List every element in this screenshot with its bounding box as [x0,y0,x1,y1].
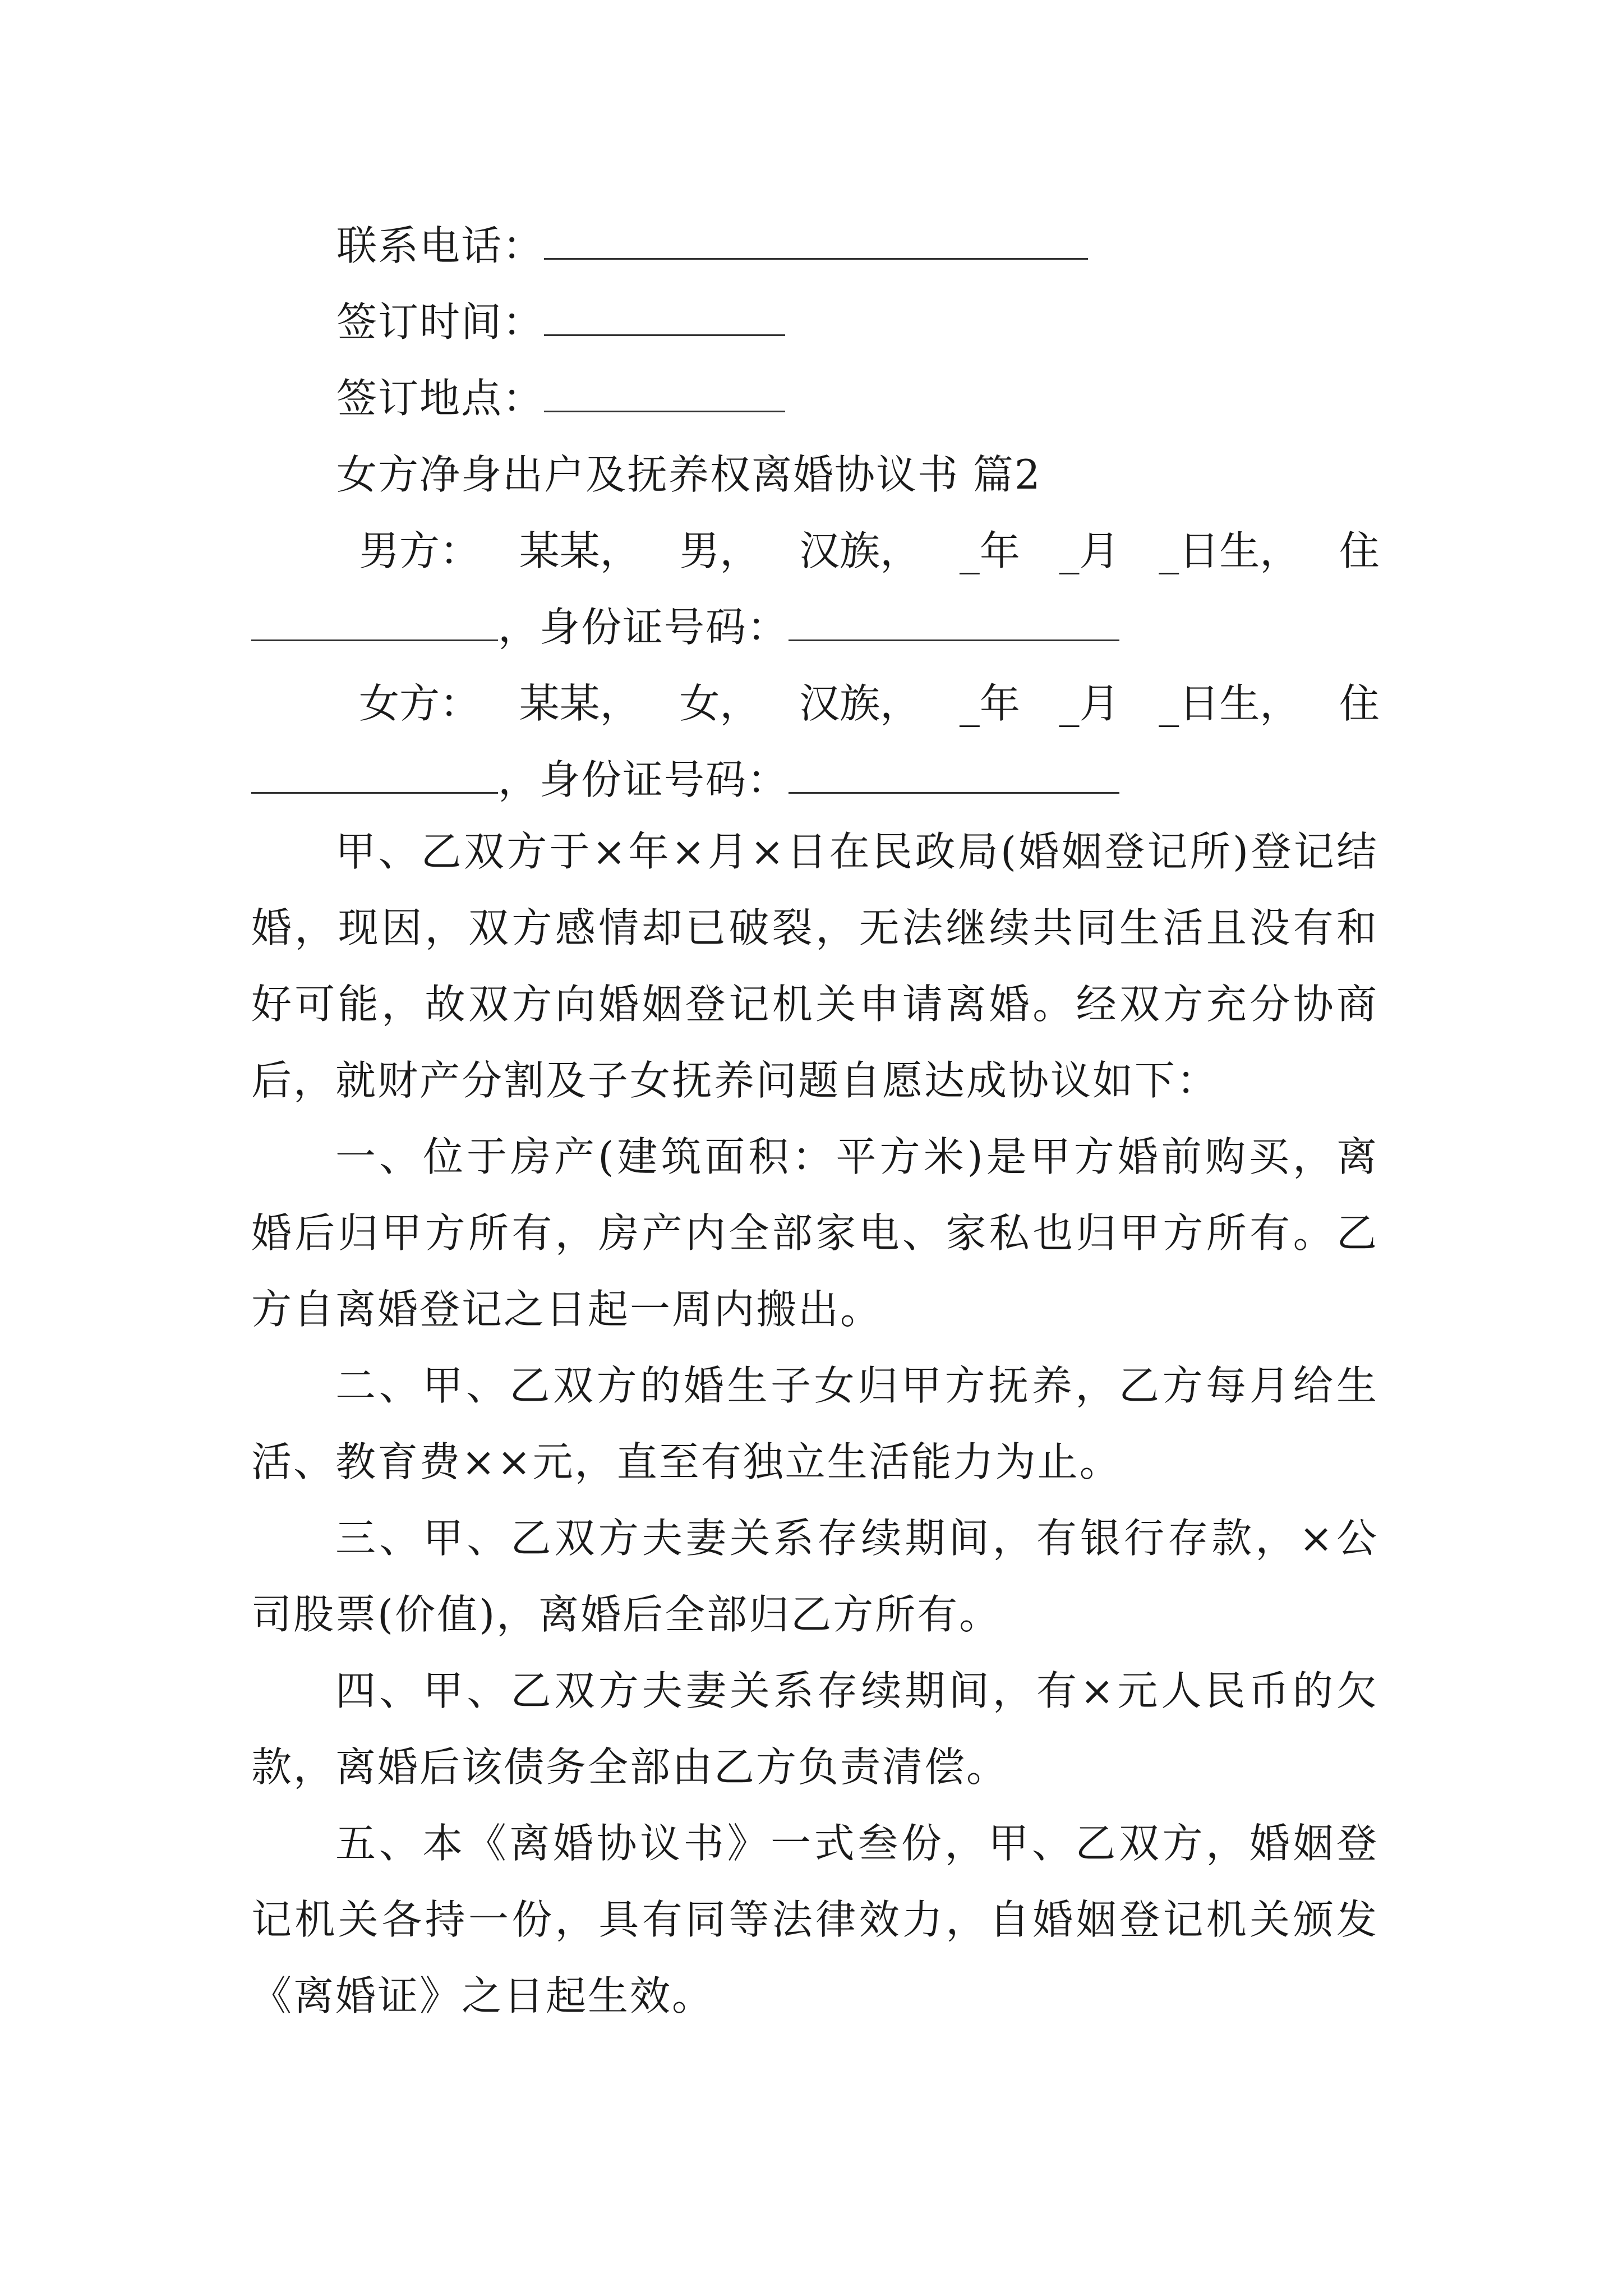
paragraph-clause-3: 三、甲、乙双方夫妻关系存续期间，有银行存款，×公司股票(价值)，离婚后全部归乙方所有。 [251,1515,1378,1638]
phone-line [336,218,1088,274]
man-address-blank [251,604,498,641]
paragraph-clause-4: 四、甲、乙双方夫妻关系存续期间，有×元人民币的欠款，离婚后该债务全部由乙方负责清偿。 [251,1667,1378,1791]
sign-time-label: 签订时间： [336,298,545,346]
phone-label: 联系电话： [336,222,545,269]
paragraph-intro: 甲、乙双方于×年×月×日在民政局(婚姻登记所)登记结婚，现因，双方感情却已破裂，无法继续共同生活且没有和好可能，故双方向婚姻登记机关申请离婚。经双方充分协商后，就财产分割及子女抚养问题自愿达成协议如下： [251,828,1378,1104]
woman-token: 某某， [519,680,640,727]
man-token: _月 [1059,527,1120,574]
man-token: 汉族， [799,527,921,574]
man-token: 男方： [359,527,481,574]
woman-token: _年 [959,680,1020,727]
paragraph-clause-5: 五、本《离婚协议书》一式叁份，甲、乙双方，婚姻登记机关各持一份，具有同等法律效力，自婚姻登记机关颁发《离婚证》之日起生效。 [251,1820,1378,2019]
woman-info-line [359,675,1380,731]
man-token: 某某， [519,527,640,574]
woman-token: 汉族， [799,680,921,727]
woman-token: 女方： [359,680,481,727]
sign-place-line [336,370,785,426]
paragraph-clause-2: 二、甲、乙双方的婚生子女归甲方抚养，乙方每月给生活、教育费××元，直至有独立生活能力为止。 [251,1362,1378,1485]
woman-token: _月 [1059,680,1120,727]
man-id-line [251,599,1119,655]
man-id-label: ，身份证号码： [498,604,789,651]
man-id-blank [789,604,1119,641]
man-token: _日生， [1159,527,1301,574]
sign-time-blank [544,298,785,336]
sign-time-line [336,294,785,350]
woman-address-blank [251,756,498,794]
sign-place-label: 签订地点： [336,375,545,422]
woman-token: 女， [679,680,760,727]
phone-blank [544,222,1088,260]
man-token: 住 [1339,527,1380,574]
man-info-line [359,523,1380,579]
woman-id-line [251,752,1119,808]
woman-id-label: ，身份证号码： [498,756,789,803]
sign-place-blank [544,375,785,412]
man-token: _年 [959,527,1020,574]
woman-id-blank [789,756,1119,794]
paragraph-clause-1: 一、位于房产(建筑面积：平方米)是甲方婚前购买，离婚后归甲方所有，房产内全部家电、家私也归甲方所有。乙方自离婚登记之日起一周内搬出。 [251,1133,1378,1333]
woman-token: _日生， [1159,680,1301,727]
woman-token: 住 [1339,680,1380,727]
man-token: 男， [679,527,760,574]
section-title: 女方净身出户及抚养权离婚协议书 篇2 [336,451,1041,498]
